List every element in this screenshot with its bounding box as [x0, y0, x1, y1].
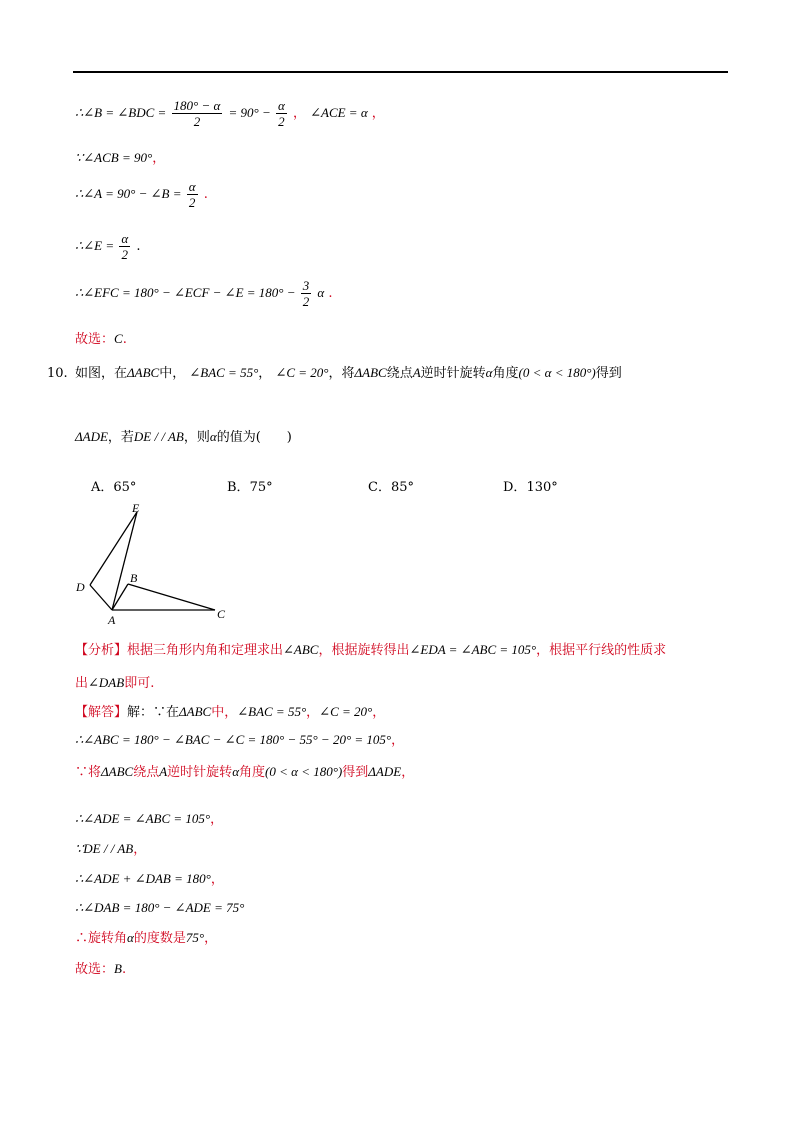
- edge-EA: [112, 512, 137, 610]
- solution-line-7: ∴∠DAB = 180° − ∠ADE = 75°: [75, 900, 245, 915]
- fraction: $\frac{\alpha}{2}$: [277, 98, 285, 129]
- choice-b[interactable]: B．75°: [227, 480, 273, 495]
- label-A: A: [108, 613, 116, 627]
- label-C: C: [217, 607, 226, 621]
- edge-DA: [90, 585, 112, 610]
- solution-line-2: ∴∠ABC = 180° − ∠BAC − ∠C = 180° − 55° − 20° = 105°，: [75, 732, 405, 748]
- fraction: $\frac{\alpha}{2}$: [121, 231, 129, 262]
- question-line-2: ΔADE，若DE / / AB，则α的值为( ): [75, 429, 292, 445]
- choice-d[interactable]: D．130°: [503, 480, 558, 495]
- geometry-figure: [70, 500, 240, 630]
- question-line-1: 如图，在ΔABC中， ∠BAC = 55°， ∠C = 20°，将ΔABC绕点A逆时针旋转α角度(0 < α < 180°)得到: [75, 365, 622, 381]
- label-E: E: [132, 501, 140, 515]
- edge-AB: [112, 584, 128, 610]
- prev-line-1: ∴∠B = ∠BDC = $\frac{180^\circ - \alpha}{2}$ = 90° − $\frac{\alpha}{2}$ ， ∠ACE = α ，: [75, 98, 385, 129]
- solution-line-8: ∴旋转角α的度数是75°，: [75, 930, 218, 946]
- prev-answer: 故选：C.: [75, 331, 127, 347]
- solution-line-4: ∴∠ADE = ∠ABC = 105°，: [75, 811, 224, 827]
- solution-line-5: ∵DE / / AB，: [75, 841, 147, 857]
- label-B: B: [130, 571, 138, 585]
- label-D: D: [76, 580, 85, 594]
- edge-BC: [128, 584, 215, 610]
- fraction: $\frac{180^\circ - \alpha}{2}$: [173, 98, 221, 129]
- fraction: $\frac{\alpha}{2}$: [188, 179, 196, 210]
- prev-line-4: ∴∠E = $\frac{\alpha}{2}$ .: [75, 231, 141, 262]
- prev-line-2: ∵∠ACB = 90°，: [75, 150, 166, 166]
- fraction: $\frac{3}{2}$: [302, 278, 310, 309]
- header-rule: [73, 71, 728, 73]
- prev-line-5: ∴∠EFC = 180° − ∠ECF − ∠E = 180° − $\frac{3}{2}$ α .: [75, 278, 333, 309]
- solution-line-6: ∴∠ADE + ∠DAB = 180°，: [75, 871, 224, 887]
- prev-line-3: ∴∠A = 90° − ∠B = $\frac{\alpha}{2}$ .: [75, 179, 208, 210]
- question-number: 10.: [47, 366, 68, 381]
- choice-a[interactable]: A．65°: [91, 480, 137, 495]
- solution-line-3: ∵将ΔABC绕点A逆时针旋转α角度(0 < α < 180°)得到ΔADE，: [75, 764, 415, 780]
- analysis-line-1: 【分析】根据三角形内角和定理求出∠ABC，根据旋转得出∠EDA = ∠ABC = 105°，根据平行线的性质求: [75, 642, 667, 658]
- analysis-line-2: 出∠DAB即可.: [75, 675, 155, 691]
- solution-answer: 故选：B.: [75, 961, 127, 977]
- solution-line-1: 【解答】解：∵在ΔABC中，∠BAC = 55°，∠C = 20°，: [75, 704, 386, 720]
- choice-c[interactable]: C．85°: [368, 480, 414, 495]
